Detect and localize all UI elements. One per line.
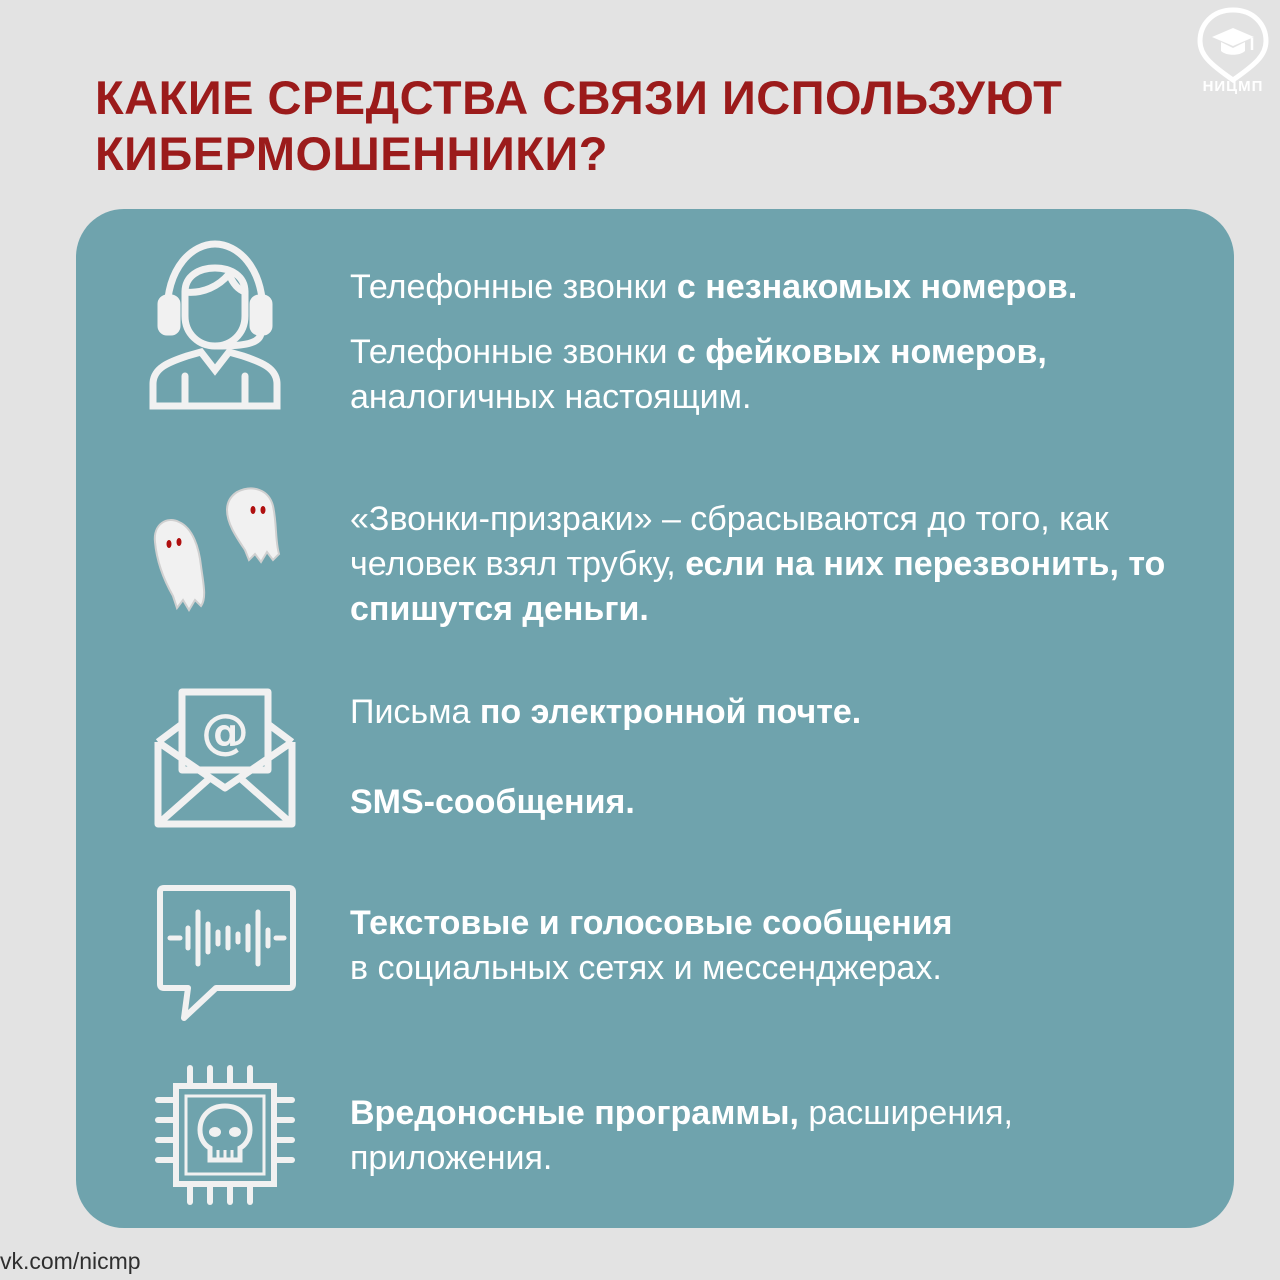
item-5-bold: Вредоносные программы, <box>350 1094 799 1132</box>
item-ghost-calls-text <box>350 497 1210 632</box>
item-phone-calls <box>350 265 1210 420</box>
item-4-plain: в социальных сетях и мессенджерах. <box>350 949 942 987</box>
item-4-bold: Текстовые и голосовые сообщения <box>350 904 953 942</box>
item-email <box>350 690 1210 825</box>
item-messages-text <box>350 901 1210 991</box>
item-1-bold: с незнакомых номеров. <box>676 268 1078 306</box>
footer-link[interactable]: vk.com/nicmp <box>0 1248 141 1274</box>
item-messages <box>350 901 1210 991</box>
logo-text: НИЦМП <box>1202 78 1264 95</box>
item-2-bold: если на них перезвонить, то спишутся деньги. <box>350 545 1166 628</box>
call-center-operator-icon <box>145 236 285 412</box>
item-1b-plain: Телефонные звонки <box>350 333 677 371</box>
page-title <box>95 70 1155 182</box>
voice-message-icon <box>154 884 299 1024</box>
email-envelope-icon <box>152 686 298 832</box>
item-malware <box>350 1091 1210 1181</box>
item-sms-bold: SMS-сообщения. <box>350 783 635 821</box>
title-line-1: КАКИЕ СРЕДСТВА СВЯЗИ ИСПОЛЬЗУЮТ <box>95 71 1063 124</box>
item-email-line <box>350 690 1210 735</box>
item-5-plain: расширения, приложения. <box>350 1094 1013 1177</box>
item-sms-line <box>350 780 1210 825</box>
ghosts-icon <box>145 482 295 632</box>
item-phone-calls-line-2 <box>350 330 1210 420</box>
svg-text:@: @ <box>201 704 249 760</box>
item-phone-calls-line-1 <box>350 265 1210 310</box>
item-1-plain: Телефонные звонки <box>350 268 677 306</box>
item-1b-plain2: аналогичных настоящим. <box>350 378 752 416</box>
malware-chip-icon <box>152 1062 298 1208</box>
item-2-plain: «Звонки-призраки» – сбрасываются до того, как человек взял трубку, <box>350 500 1109 583</box>
item-1b-bold: с фейковых номеров, <box>676 333 1047 371</box>
item-3-plain: Письма <box>350 693 480 731</box>
item-malware-text <box>350 1091 1210 1181</box>
item-ghost-calls <box>350 497 1210 632</box>
title-line-2: КИБЕРМОШЕННИКИ? <box>95 127 608 180</box>
item-3-bold: по электронной почте. <box>479 693 862 731</box>
